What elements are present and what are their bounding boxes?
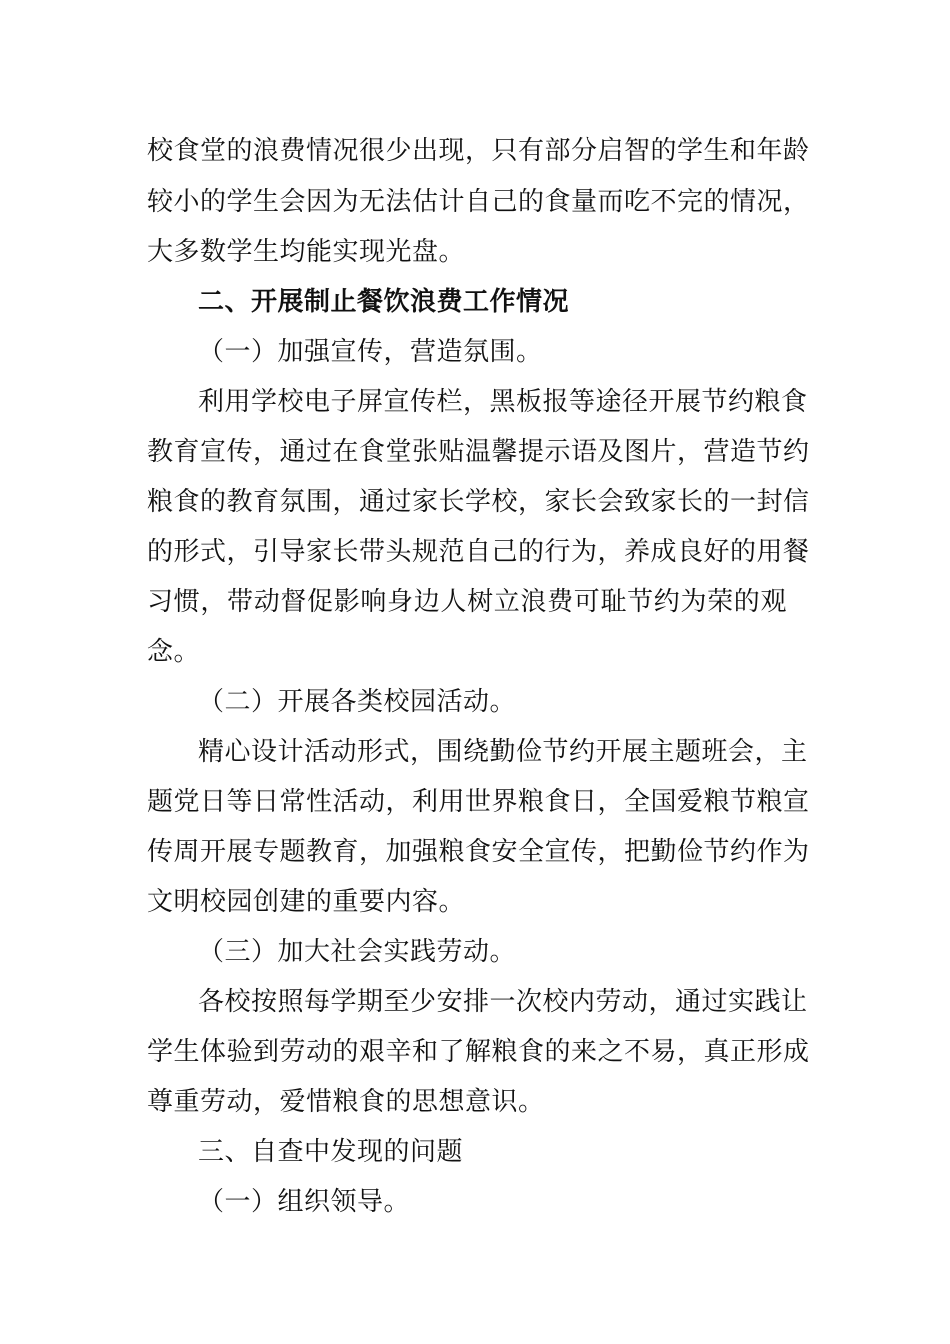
body-text-line: 念。: [147, 637, 201, 667]
body-text-line: 利用学校电子屏宣传栏，黑板报等途径开展节约粮食: [198, 387, 808, 417]
body-text-line: 学生体验到劳动的艰辛和了解粮食的来之不易，真正形成: [147, 1037, 810, 1067]
body-text-line: 题党日等日常性活动，利用世界粮食日，全国爱粮节粮宣: [147, 787, 810, 817]
body-text-line: 习惯，带动督促影响身边人树立浪费可耻节约为荣的观: [147, 587, 787, 617]
section-heading: 三、自查中发现的问题: [198, 1137, 464, 1167]
subsection-heading: （一）加强宣传，营造氛围。: [198, 337, 543, 367]
body-text-line: 较小的学生会因为无法估计自己的食量而吃不完的情况，: [147, 187, 810, 217]
body-text-line: 粮食的教育氛围，通过家长学校，家长会致家长的一封信: [147, 487, 810, 517]
body-text-line: 校食堂的浪费情况很少出现，只有部分启智的学生和年龄: [147, 136, 810, 166]
body-text-line: 大多数学生均能实现光盘。: [147, 237, 466, 267]
subsection-heading: （三）加大社会实践劳动。: [198, 937, 517, 967]
section-heading: 二、开展制止餐饮浪费工作情况: [198, 287, 570, 317]
subsection-heading: （一）组织领导。: [198, 1187, 411, 1217]
body-text-line: 教育宣传，通过在食堂张贴温馨提示语及图片，营造节约: [147, 437, 810, 467]
subsection-heading: （二）开展各类校园活动。: [198, 687, 517, 717]
body-text-line: 各校按照每学期至少安排一次校内劳动，通过实践让: [198, 987, 808, 1017]
body-text-line: 文明校园创建的重要内容。: [147, 887, 466, 917]
body-text-line: 尊重劳动，爱惜粮食的思想意识。: [147, 1087, 545, 1117]
body-text-line: 传周开展专题教育，加强粮食安全宣传，把勤俭节约作为: [147, 837, 810, 867]
body-text-line: 的形式，引导家长带头规范自己的行为，养成良好的用餐: [147, 537, 810, 567]
body-text-line: 精心设计活动形式，围绕勤俭节约开展主题班会，主: [198, 737, 808, 767]
